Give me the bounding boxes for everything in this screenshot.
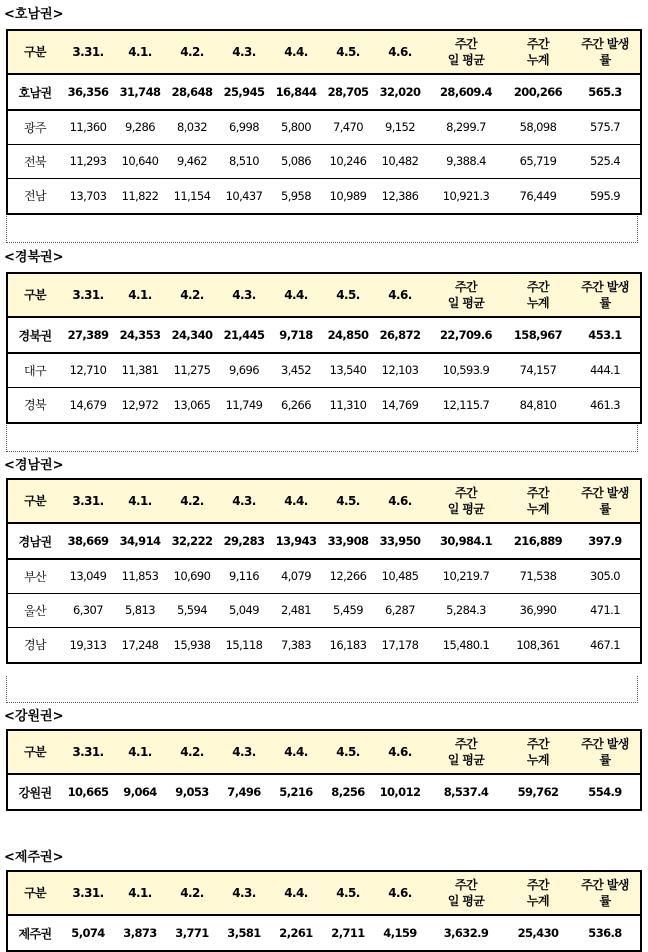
header-cell: 4.2. [166,871,218,915]
data-cell: 25,430 [506,915,570,951]
row-label: 경북권 [7,317,62,353]
region-table [6,272,642,424]
data-cell: 9,462 [166,144,218,178]
data-cell: 9,718 [270,317,322,353]
region-table [6,870,642,952]
data-cell: 32,020 [374,74,426,110]
data-cell: 76,449 [506,178,570,214]
table-row [7,110,641,144]
data-cell: 536.8 [570,915,641,951]
header-cell: 4.6. [374,273,426,317]
header-cell: 주간 일 평균 [426,871,506,915]
row-label: 경남 [7,627,62,663]
row-label: 경북 [7,387,62,423]
header-cell: 주간 누계 [506,871,570,915]
data-cell: 11,360 [62,110,114,144]
data-cell: 6,287 [374,593,426,627]
header-cell: 4.1. [114,30,166,74]
data-cell: 8,299.7 [426,110,506,144]
header-cell: 4.5. [322,273,374,317]
header-cell: 주간 발생 률 [570,479,641,523]
data-cell: 5,459 [322,593,374,627]
data-cell: 10,665 [62,774,114,810]
header-row [7,273,641,317]
data-cell: 12,386 [374,178,426,214]
data-cell: 84,810 [506,387,570,423]
data-cell: 28,648 [166,74,218,110]
data-cell: 467.1 [570,627,641,663]
header-cell: 4.1. [114,479,166,523]
header-cell: 4.3. [218,479,270,523]
data-cell: 14,679 [62,387,114,423]
data-cell: 11,749 [218,387,270,423]
data-cell: 9,152 [374,110,426,144]
data-cell: 397.9 [570,523,641,559]
table-row [7,559,641,593]
table-row [7,178,641,214]
data-cell: 10,246 [322,144,374,178]
data-cell: 26,872 [374,317,426,353]
data-cell: 25,945 [218,74,270,110]
data-cell: 461.3 [570,387,641,423]
data-cell: 5,086 [270,144,322,178]
data-cell: 30,984.1 [426,523,506,559]
data-cell: 11,154 [166,178,218,214]
dotted-spacer [6,676,638,703]
header-cell: 4.1. [114,871,166,915]
header-cell: 4.3. [218,871,270,915]
header-cell: 주간 일 평균 [426,30,506,74]
region-table [6,478,642,664]
dotted-spacer [6,425,638,452]
header-cell: 3.31. [62,479,114,523]
table-row [7,387,641,423]
data-cell: 9,696 [218,353,270,387]
header-cell: 4.2. [166,479,218,523]
data-cell: 65,719 [506,144,570,178]
region-total-row [7,774,641,810]
data-cell: 11,822 [114,178,166,214]
header-cell: 4.3. [218,273,270,317]
data-cell: 10,482 [374,144,426,178]
data-cell: 38,669 [62,523,114,559]
data-cell: 10,485 [374,559,426,593]
data-cell: 31,748 [114,74,166,110]
header-cell: 4.4. [270,30,322,74]
data-cell: 17,248 [114,627,166,663]
data-cell: 11,853 [114,559,166,593]
data-cell: 8,032 [166,110,218,144]
header-cell: 4.1. [114,730,166,774]
data-cell: 5,284.3 [426,593,506,627]
data-cell: 21,445 [218,317,270,353]
header-cell: 4.4. [270,871,322,915]
header-cell: 주간 누계 [506,730,570,774]
data-cell: 158,967 [506,317,570,353]
header-cell: 주간 일 평균 [426,730,506,774]
data-cell: 3,452 [270,353,322,387]
header-cell: 주간 발생 률 [570,273,641,317]
data-cell: 7,383 [270,627,322,663]
data-cell: 36,356 [62,74,114,110]
header-cell: 구분 [7,273,62,317]
header-cell: 주간 일 평균 [426,273,506,317]
region-total-row [7,317,641,353]
data-cell: 3,873 [114,915,166,951]
header-cell: 구분 [7,871,62,915]
data-cell: 16,844 [270,74,322,110]
data-cell: 17,178 [374,627,426,663]
header-cell: 3.31. [62,30,114,74]
data-cell: 28,609.4 [426,74,506,110]
data-cell: 13,703 [62,178,114,214]
data-cell: 8,256 [322,774,374,810]
data-cell: 6,998 [218,110,270,144]
data-cell: 2,261 [270,915,322,951]
data-cell: 13,943 [270,523,322,559]
data-cell: 10,989 [322,178,374,214]
row-label: 전남 [7,178,62,214]
data-cell: 33,950 [374,523,426,559]
header-row [7,30,641,74]
header-cell: 구분 [7,30,62,74]
data-cell: 525.4 [570,144,641,178]
region-total-row [7,915,641,951]
data-cell: 11,293 [62,144,114,178]
header-cell: 4.6. [374,871,426,915]
row-label: 부산 [7,559,62,593]
data-cell: 9,116 [218,559,270,593]
data-cell: 22,709.6 [426,317,506,353]
data-cell: 12,115.7 [426,387,506,423]
header-cell: 4.2. [166,273,218,317]
header-cell: 4.4. [270,479,322,523]
data-cell: 16,183 [322,627,374,663]
data-cell: 34,914 [114,523,166,559]
data-cell: 33,908 [322,523,374,559]
data-cell: 13,049 [62,559,114,593]
data-cell: 27,389 [62,317,114,353]
data-cell: 5,800 [270,110,322,144]
data-cell: 24,353 [114,317,166,353]
data-cell: 74,157 [506,353,570,387]
data-cell: 200,266 [506,74,570,110]
header-cell: 주간 누계 [506,30,570,74]
table-row [7,144,641,178]
data-cell: 10,219.7 [426,559,506,593]
region-title: <제주권> [4,850,64,865]
data-cell: 71,538 [506,559,570,593]
data-cell: 10,437 [218,178,270,214]
table-row [7,627,641,663]
data-cell: 24,340 [166,317,218,353]
header-cell: 4.6. [374,730,426,774]
data-cell: 32,222 [166,523,218,559]
header-cell: 4.3. [218,30,270,74]
data-cell: 15,938 [166,627,218,663]
data-cell: 11,381 [114,353,166,387]
data-cell: 19,313 [62,627,114,663]
data-cell: 12,103 [374,353,426,387]
data-cell: 216,889 [506,523,570,559]
header-row [7,479,641,523]
data-cell: 6,266 [270,387,322,423]
header-cell: 주간 일 평균 [426,479,506,523]
header-cell: 주간 발생 률 [570,871,641,915]
data-cell: 58,098 [506,110,570,144]
row-label: 강원권 [7,774,62,810]
row-label: 울산 [7,593,62,627]
data-cell: 29,283 [218,523,270,559]
data-cell: 2,481 [270,593,322,627]
header-cell: 주간 발생 률 [570,730,641,774]
data-cell: 12,710 [62,353,114,387]
header-cell: 4.5. [322,30,374,74]
data-cell: 305.0 [570,559,641,593]
region-table [6,729,642,811]
region-title: <경남권> [4,458,64,473]
row-label: 호남권 [7,74,62,110]
data-cell: 10,593.9 [426,353,506,387]
data-cell: 7,496 [218,774,270,810]
data-cell: 7,470 [322,110,374,144]
data-cell: 471.1 [570,593,641,627]
data-cell: 5,958 [270,178,322,214]
header-cell: 4.5. [322,871,374,915]
data-cell: 3,771 [166,915,218,951]
header-cell: 4.4. [270,273,322,317]
header-cell: 4.6. [374,479,426,523]
data-cell: 13,540 [322,353,374,387]
table-row [7,593,641,627]
header-row [7,730,641,774]
header-row [7,871,641,915]
row-label: 제주권 [7,915,62,951]
header-cell: 4.4. [270,730,322,774]
header-cell: 4.5. [322,479,374,523]
data-cell: 3,632.9 [426,915,506,951]
header-cell: 주간 누계 [506,479,570,523]
data-cell: 10,921.3 [426,178,506,214]
header-cell: 4.3. [218,730,270,774]
header-cell: 3.31. [62,871,114,915]
data-cell: 12,972 [114,387,166,423]
data-cell: 108,361 [506,627,570,663]
data-cell: 24,850 [322,317,374,353]
data-cell: 5,594 [166,593,218,627]
data-cell: 15,480.1 [426,627,506,663]
data-cell: 554.9 [570,774,641,810]
header-cell: 4.2. [166,730,218,774]
data-cell: 9,286 [114,110,166,144]
header-cell: 구분 [7,730,62,774]
data-cell: 4,079 [270,559,322,593]
data-cell: 5,216 [270,774,322,810]
header-cell: 4.6. [374,30,426,74]
header-cell: 주간 발생 률 [570,30,641,74]
table-row [7,353,641,387]
data-cell: 10,640 [114,144,166,178]
data-cell: 59,762 [506,774,570,810]
data-cell: 8,537.4 [426,774,506,810]
data-cell: 444.1 [570,353,641,387]
row-label: 대구 [7,353,62,387]
region-table [6,29,642,215]
data-cell: 453.1 [570,317,641,353]
data-cell: 6,307 [62,593,114,627]
data-cell: 9,053 [166,774,218,810]
header-cell: 3.31. [62,730,114,774]
header-cell: 구분 [7,479,62,523]
region-total-row [7,74,641,110]
data-cell: 595.9 [570,178,641,214]
data-cell: 2,711 [322,915,374,951]
row-label: 전북 [7,144,62,178]
data-cell: 3,581 [218,915,270,951]
data-cell: 9,388.4 [426,144,506,178]
header-cell: 주간 누계 [506,273,570,317]
data-cell: 575.7 [570,110,641,144]
data-cell: 11,310 [322,387,374,423]
header-cell: 3.31. [62,273,114,317]
region-title: <경북권> [4,250,64,265]
data-cell: 12,266 [322,559,374,593]
region-total-row [7,523,641,559]
data-cell: 11,275 [166,353,218,387]
header-cell: 4.5. [322,730,374,774]
region-title: <호남권> [4,7,64,22]
data-cell: 4,159 [374,915,426,951]
data-cell: 5,813 [114,593,166,627]
data-cell: 15,118 [218,627,270,663]
region-title: <강원권> [4,709,64,724]
data-cell: 9,064 [114,774,166,810]
header-cell: 4.2. [166,30,218,74]
row-label: 경남권 [7,523,62,559]
data-cell: 10,012 [374,774,426,810]
data-cell: 8,510 [218,144,270,178]
row-label: 광주 [7,110,62,144]
data-cell: 36,990 [506,593,570,627]
dotted-spacer [6,216,638,243]
data-cell: 5,074 [62,915,114,951]
data-cell: 10,690 [166,559,218,593]
header-cell: 4.1. [114,273,166,317]
data-cell: 565.3 [570,74,641,110]
data-cell: 28,705 [322,74,374,110]
data-cell: 13,065 [166,387,218,423]
data-cell: 14,769 [374,387,426,423]
data-cell: 5,049 [218,593,270,627]
